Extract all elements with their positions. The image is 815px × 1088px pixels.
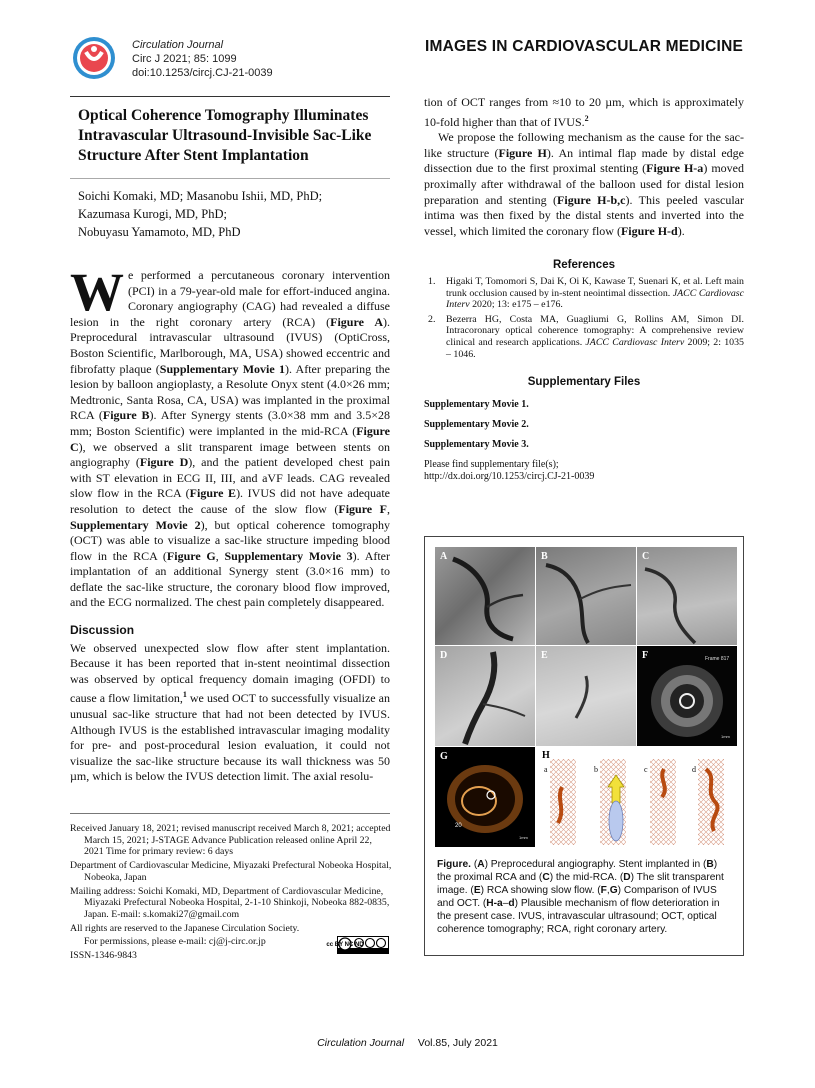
oct-number: 20 xyxy=(455,823,462,829)
sub-label: a xyxy=(544,765,548,774)
discussion-paragraph: We observed unexpected slow flow after stent implantation. Because it has been reported that in-stent neointimal dissection was observed by optical frequency domain imaging (OFDI) to cause a flow limitation,$^1$ we used OCT to successfully visualize an unusual sac-like structure that had not been detected by IVUS. Although IVUS is the established intravascular imaging modality for pre- and post-procedural lesion evaluation, it could not visualize the sac-like structure because its wall thickness was 50 µm, which is below the IVUS detection limit. The axial resolu- xyxy=(70,640,390,784)
ivus-scale: 1mm xyxy=(721,734,730,739)
supplementary-files xyxy=(424,399,744,483)
journal-citation: Circ J 2021; 85: 1099 xyxy=(132,53,237,65)
cc-license-icon xyxy=(326,936,389,954)
panel-label: A xyxy=(440,551,448,562)
figure-panel-b xyxy=(536,547,636,645)
panel-label: B xyxy=(541,551,548,562)
mechanism-paragraph: We propose the following mechanism as the cause for the sac-like structure (Figure H). An intimal flap made by distal edge dissection due to the first proximal stenting (Figure H-a) moved proximally after withdrawal of the balloon used for distal lesion preparation and stenting (Figure H-b,c). This peeled vascular intima was then fixed by the distal stents and inverted into the vessel, which limited the coronary flow (Figure H-d). xyxy=(424,130,744,238)
supp-url[interactable]: http://dx.doi.org/10.1253/circj.CJ-21-0039 xyxy=(424,471,595,482)
affiliation: Department of Cardiovascular Medicine, Miyazaki Prefectural Nobeoka Hospital, Nobeoka, Japan xyxy=(70,860,392,883)
figure-caption-label: Figure. xyxy=(437,859,471,870)
issn: ISSN-1346-9843 xyxy=(70,950,137,962)
rights-notice: All rights are reserved to the Japanese Circulation Society. xyxy=(70,922,300,934)
supp-movie-link[interactable]: Supplementary Movie 1. xyxy=(424,399,529,410)
panel-label: F xyxy=(642,650,649,661)
angiogram-image xyxy=(536,646,636,746)
figure-panel-d xyxy=(435,646,535,746)
figure-panel-h-diagram xyxy=(536,747,737,847)
ivus-image xyxy=(637,646,737,746)
references-heading: References xyxy=(552,259,615,271)
footer-issue: Vol.85, July 2021 xyxy=(417,1037,498,1049)
angiogram-image xyxy=(435,646,535,746)
section-title: IMAGES IN CARDIOVASCULAR MEDICINE xyxy=(424,38,743,55)
oct-scale: 1mm xyxy=(519,835,528,840)
intro-paragraph: We performed a percutaneous coronary intervention (PCI) in a 79-year-old male for effort-induced angina. Coronary angiography (CAG) had revealed a diffuse lesion in the right coronary artery (RCA) (Figure A). Preprocedural intravascular ultrasound (IVUS) (OptiCross, Boston Scientific, Marlborough, MA, USA) showed eccentric and fibrofatty plaque (Supplementary Movie 1). After preparing the lesion by balloon angioplasty, a Resolute Onyx stent (4.0×26 mm; Medtronic, Santa Rosa, CA, USA) was implanted in the proximal RCA (Figure B). After Synergy stents (3.0×38 mm and 3.5×28 mm; Boston Scientific) were implanted in the mid-RCA (Figure C), we observed a slit transparent image between stents on angiography (Figure D), and the patient developed chest pain with ST elevation in ECG II, III, and aVF leads. CAG revealed slow flow in the RCA (Figure E). IVUS did not have adequate resolution to detect the cause of the slow flow (Figure F, Supplementary Movie 2), but optical coherence tomography (OCT) was able to visualize a sac-like structure impeding blood flow in the RCA (Figure G, Supplementary Movie 3). After implantation of an additional Synergy stent (3.0×16 mm) to deflate the sac-like structure, the coronary blood flow improved, and the ECG normalized. The chest pain completely disappeared. xyxy=(70,262,391,610)
ivus-frame-label: Frame 817 xyxy=(705,656,730,662)
journal-doi: doi:10.1253/circj.CJ-21-0039 xyxy=(132,67,273,79)
reference-item: 2. Bezerra HG, Costa MA, Guagliumi G, Rollins AM, Simon DI. Intracoronary optical coherence tomography: A comprehensive review clinical and research applications. JACC Cardiovasc Interv 2009; 2: 1035 – 1046. xyxy=(428,313,744,360)
author-line: Kazumasa Kurogi, MD, PhD; xyxy=(78,207,227,221)
title-rule-top xyxy=(70,96,390,97)
sub-label: d xyxy=(692,765,696,774)
reference-list xyxy=(424,276,744,363)
panel-label: D xyxy=(440,650,448,661)
body-left-column xyxy=(70,262,391,785)
figure-panel-a xyxy=(435,547,535,645)
supp-movie-link[interactable]: Supplementary Movie 2. xyxy=(424,419,529,430)
body-right-column xyxy=(424,95,744,239)
mailing-address: Mailing address: Soichi Komaki, MD, Department of Cardiovascular Medicine, Miyazaki Prefectural Nobeoka Hospital, 2-1-10 Shinkoji, Nobeoka 882-0835, Japan. E-mail: s.komaki27@gmail.com xyxy=(70,885,390,920)
journal-header xyxy=(132,38,273,80)
permissions-note: For permissions, please e-mail: cj@j-circ.or.jp xyxy=(84,936,266,948)
angiogram-image xyxy=(637,547,737,645)
footer-journal: Circulation Journal xyxy=(317,1037,405,1049)
discussion-heading: Discussion xyxy=(70,623,135,638)
page-footer xyxy=(0,1037,815,1049)
panel-label: E xyxy=(541,650,548,661)
supp-note: Please find supplementary file(s); xyxy=(424,459,559,470)
figure-caption-text: (A) Preprocedural angiography. Stent implanted in (B) the proximal RCA and (C) the mid-RCA. (D) The slit transparent image. (E) RCA showing slow flow. (F,G) Comparison of IVUS and OCT. (H-a–d) Plausible mechanism of flow deterioration in the present case. IVUS, intravascular ultrasound; OCT, optical coherence tomography; RCA, right coronary artery. xyxy=(437,859,724,936)
dropcap: W xyxy=(70,262,124,322)
footnote-rule xyxy=(70,813,390,814)
journal-logo xyxy=(72,36,116,80)
journal-name: Circulation Journal xyxy=(132,39,224,51)
figure-panel-g-oct xyxy=(435,747,535,847)
panel-label: H xyxy=(542,750,550,761)
author-line: Nobuyasu Yamamoto, MD, PhD xyxy=(78,225,241,239)
supplementary-heading: Supplementary Files xyxy=(527,376,641,388)
reference-item: 1. Higaki T, Tomomori S, Dai K, Oi K, Kawase T, Suenari K, et al. Left main trunk occlusion caused by in-stent neointimal dissection. JACC Cardiovasc Interv 2020; 13: e175 – e176. xyxy=(428,276,744,311)
angiogram-image xyxy=(536,547,636,645)
cc-badge-label: cc BY NC ND xyxy=(326,942,364,948)
sub-label: c xyxy=(644,765,648,774)
figure-panel-e xyxy=(536,646,636,746)
author-list xyxy=(78,187,383,241)
supp-movie-link[interactable]: Supplementary Movie 3. xyxy=(424,439,529,450)
cc-license-badge xyxy=(326,936,389,954)
continued-paragraph: tion of OCT ranges from ≈10 to 20 µm, which is approximately 10-fold higher than that of IVUS.$^2$ xyxy=(424,95,744,129)
panel-label: C xyxy=(642,551,650,562)
mechanism-diagram xyxy=(536,747,737,847)
received-dates: Received January 18, 2021; revised manuscript received March 8, 2021; accepted March 15, 2021; J-STAGE Advance Publication released online April 22, 2021 Time for primary review: 6 days xyxy=(70,823,391,858)
title-rule-bottom xyxy=(70,178,390,179)
author-line: Soichi Komaki, MD; Masanobu Ishii, MD, PhD; xyxy=(78,189,323,203)
figure-panel-c xyxy=(637,547,737,645)
panel-label: G xyxy=(440,751,448,762)
oct-image xyxy=(435,747,535,847)
figure-caption xyxy=(437,858,733,937)
article-title: Optical Coherence Tomography Illuminates Intravascular Ultrasound-Invisible Sac-Like Structure After Stent Implantation xyxy=(78,107,372,164)
angiogram-image xyxy=(435,547,535,645)
sub-label: b xyxy=(594,765,598,774)
figure-panel-f-ivus xyxy=(637,646,737,746)
